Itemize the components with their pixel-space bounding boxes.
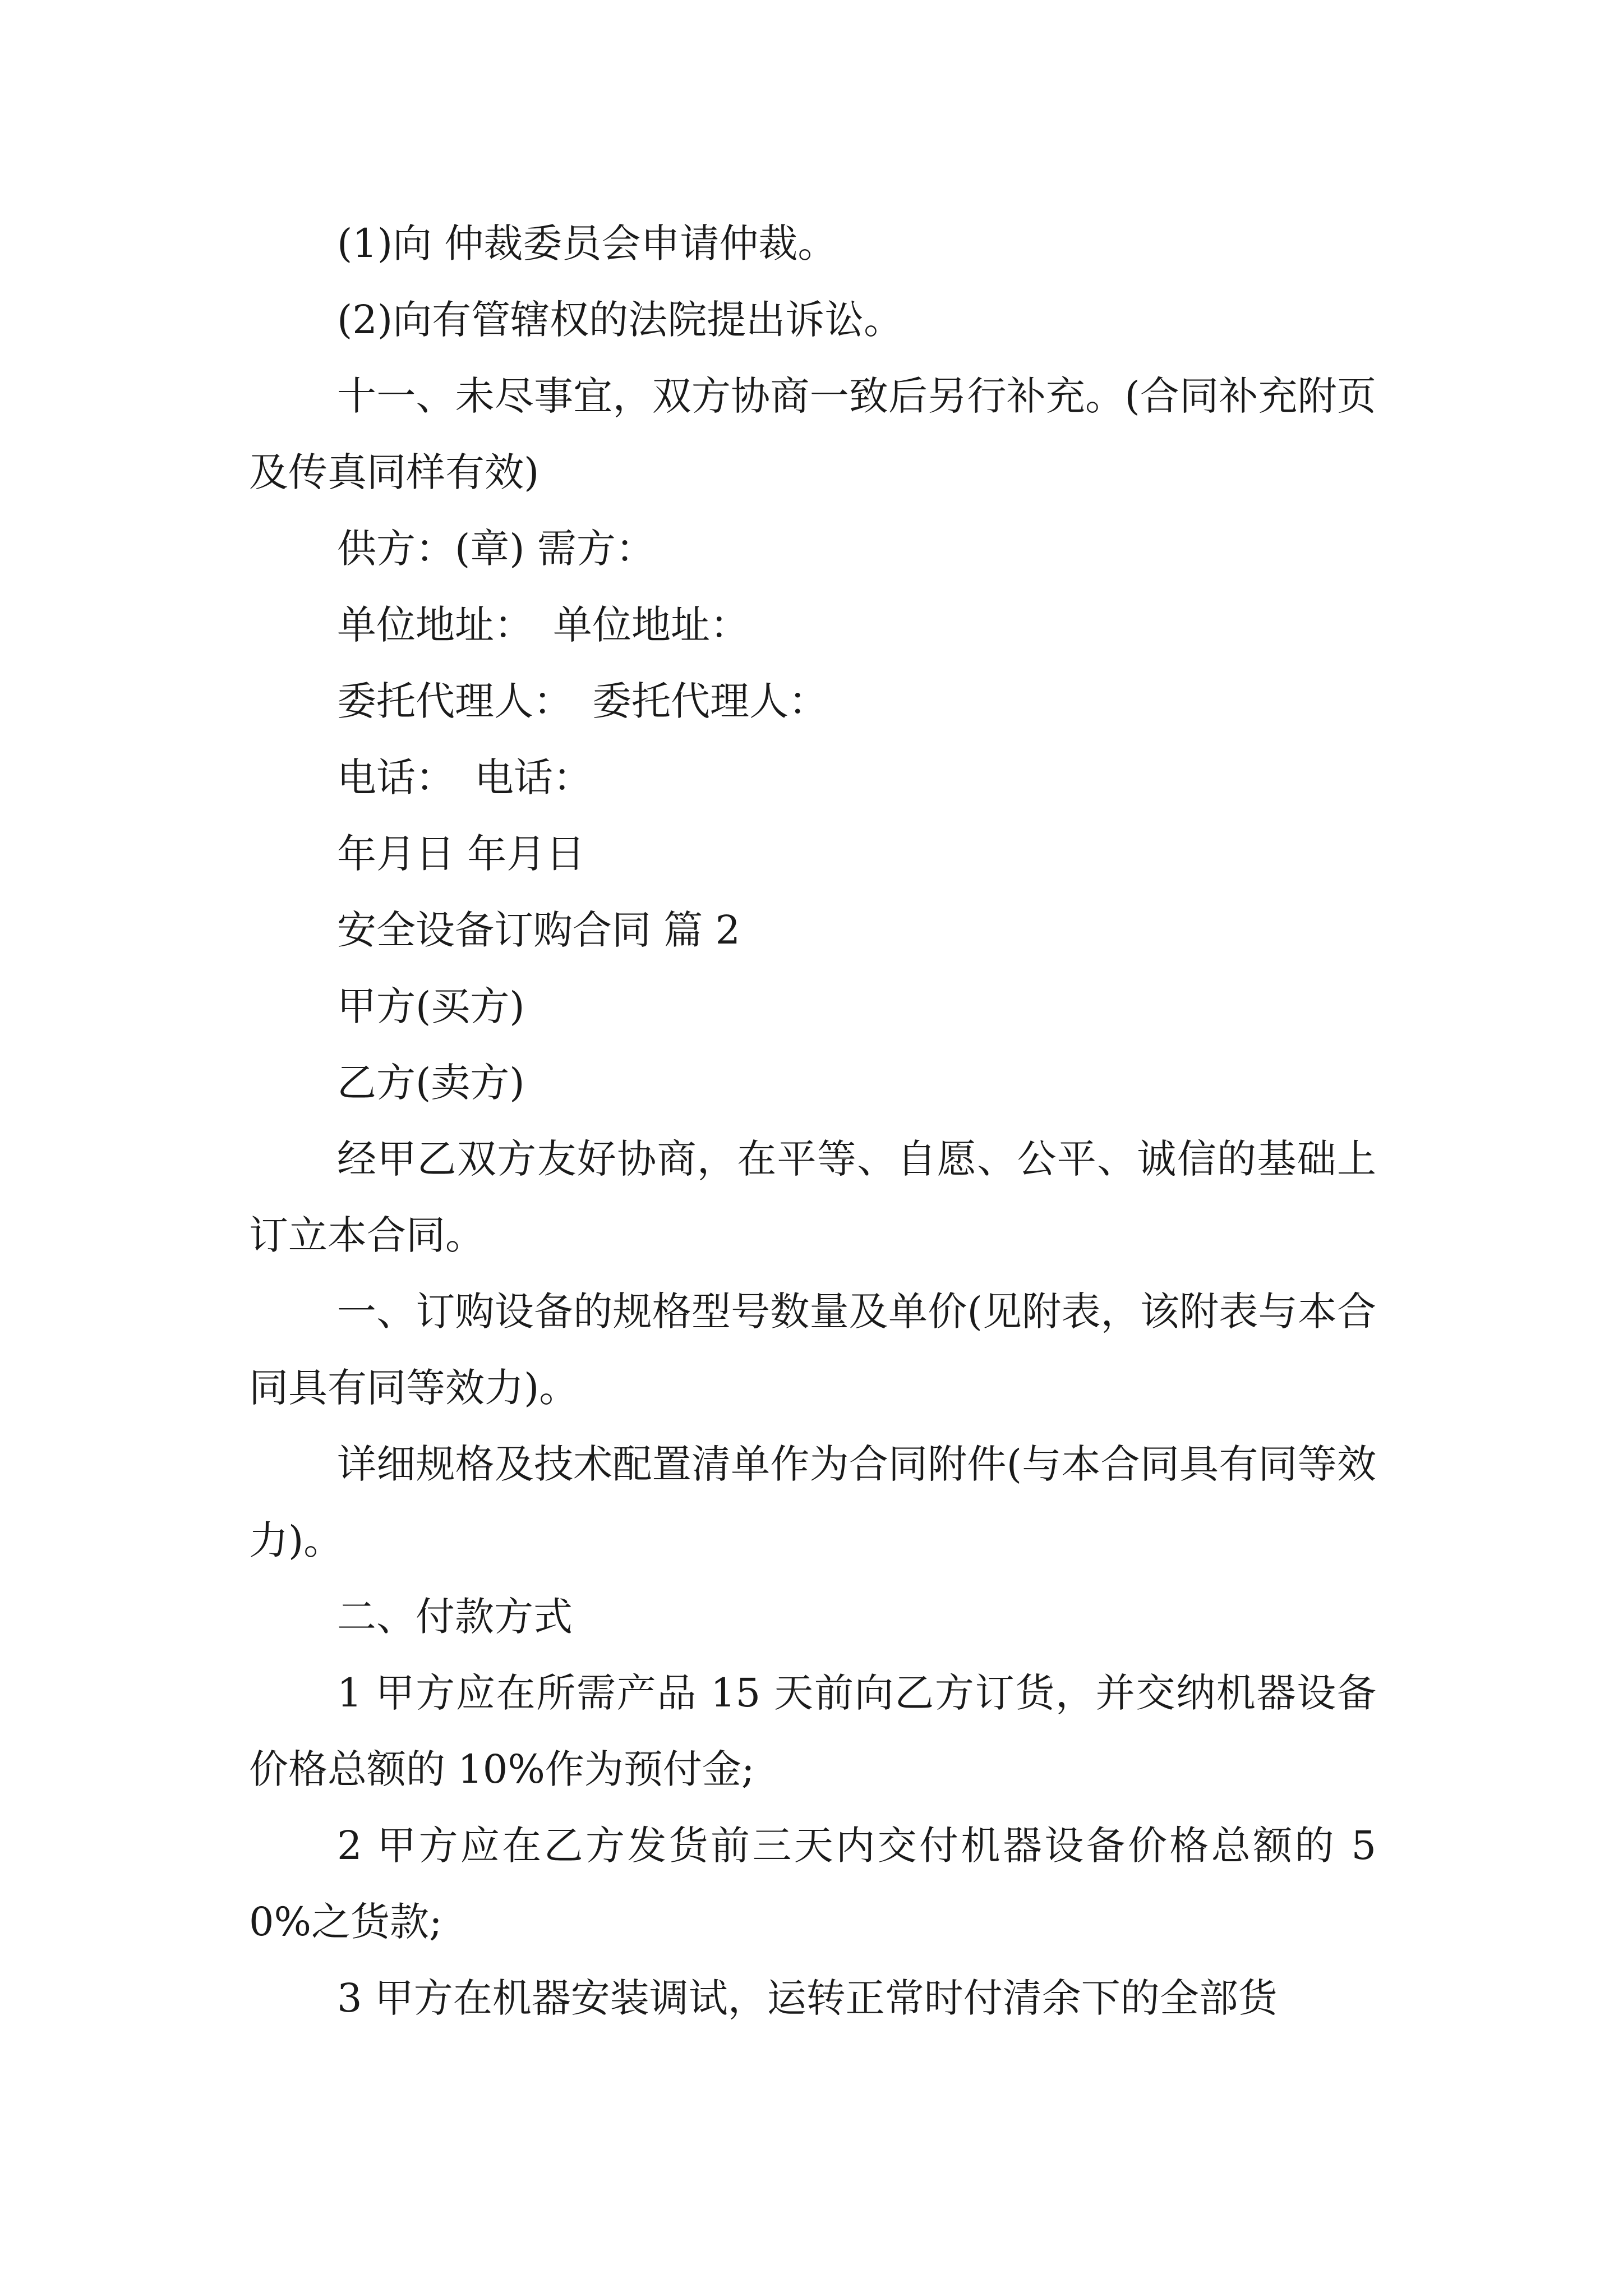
- paragraph-specifications: 详细规格及技术配置清单作为合同附件(与本合同具有同等效力)。: [249, 1441, 1376, 1563]
- paragraph-litigation-option: (2)向有管辖权的法院提出诉讼。: [337, 297, 903, 343]
- paragraph-payment-3: 3 甲方在机器安装调试，运转正常时付清余下的全部货: [337, 1975, 1278, 2021]
- paragraph-clause-eleven: 十一、未尽事宜，双方协商一致后另行补充。(合同补充附页及传真同样有效): [249, 373, 1376, 495]
- paragraph-preamble: 经甲乙双方友好协商，在平等、自愿、公平、诚信的基础上订立本合同。: [249, 1136, 1376, 1258]
- document-body: [249, 205, 1376, 2036]
- paragraph-arbitration-option: (1)向 仲裁委员会申请仲裁。: [337, 220, 837, 266]
- paragraph-agent: 委托代理人： 委托代理人：: [337, 678, 828, 724]
- paragraph-clause-two: 二、付款方式: [337, 1594, 573, 1640]
- paragraph-parties-seal: 供方：(章) 需方：: [337, 526, 655, 572]
- paragraph-payment-2: 2 甲方应在乙方发货前三天内交付机器设备价格总额的 50%之货款;: [249, 1823, 1376, 1945]
- paragraph-party-b: 乙方(卖方): [337, 1060, 525, 1106]
- section-title: 安全设备订购合同 篇 2: [337, 907, 741, 953]
- paragraph-payment-1: 1 甲方应在所需产品 15 天前向乙方订货，并交纳机器设备价格总额的 10%作为预付金;: [249, 1670, 1376, 1792]
- paragraph-party-a: 甲方(买方): [337, 983, 525, 1029]
- paragraph-date: 年月日 年月日: [337, 831, 585, 877]
- paragraph-clause-one: 一、订购设备的规格型号数量及单价(见附表，该附表与本合同具有同等效力)。: [249, 1289, 1376, 1411]
- paragraph-phone: 电话： 电话：: [337, 754, 592, 800]
- paragraph-address: 单位地址： 单位地址：: [337, 602, 749, 648]
